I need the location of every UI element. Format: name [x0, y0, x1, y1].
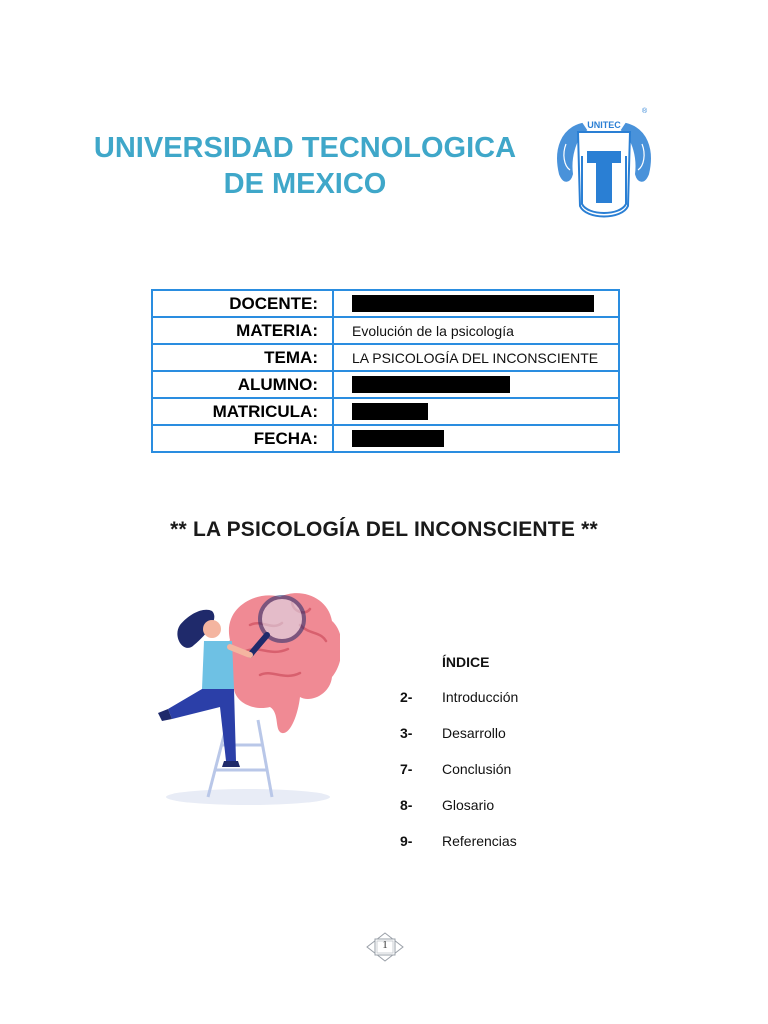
table-row — [152, 317, 619, 344]
info-table — [151, 289, 620, 453]
index-page-number: 2- — [400, 689, 413, 705]
redaction-bar — [352, 376, 510, 393]
index-entry-label: Glosario — [442, 797, 495, 813]
alumno-label: ALUMNO: — [152, 371, 333, 398]
logo-registered-mark: ® — [642, 108, 648, 115]
page-number — [366, 932, 404, 962]
index-page-number: 7- — [400, 761, 413, 777]
university-name — [60, 130, 550, 202]
index-entry-label: Referencias — [442, 833, 517, 849]
redaction-bar — [352, 430, 444, 447]
index-title: ÍNDICE — [442, 654, 490, 670]
list-item — [400, 689, 620, 709]
table-row — [152, 371, 619, 398]
table-row — [152, 398, 619, 425]
university-name-line2: DE MEXICO — [223, 168, 387, 200]
index-page-number: 3- — [400, 725, 413, 741]
page-number-text: 1 — [382, 939, 388, 951]
university-name-line1: UNIVERSIDAD TECNOLOGICA — [93, 132, 517, 164]
table-row — [152, 425, 619, 452]
docente-label: DOCENTE: — [152, 290, 333, 317]
tema-value: LA PSICOLOGÍA DEL INCONSCIENTE — [333, 344, 619, 371]
document-heading: ** LA PSICOLOGÍA DEL INCONSCIENTE ** — [170, 518, 598, 541]
list-item — [400, 797, 620, 817]
fecha-label: FECHA: — [152, 425, 333, 452]
table-row — [152, 344, 619, 371]
index-entry-label: Introducción — [442, 689, 519, 705]
matricula-label: MATRICULA: — [152, 398, 333, 425]
docente-value — [333, 290, 619, 317]
ladder-icon — [208, 720, 272, 797]
index-page-number: 9- — [400, 833, 413, 849]
index-page-number: 8- — [400, 797, 413, 813]
alumno-value — [333, 371, 619, 398]
index-entry-label: Desarrollo — [442, 725, 506, 741]
fecha-value — [333, 425, 619, 452]
redaction-bar — [352, 295, 594, 312]
list-item — [400, 725, 620, 745]
table-row — [152, 290, 619, 317]
index-entry-label: Conclusión — [442, 761, 512, 777]
materia-value: Evolución de la psicología — [333, 317, 619, 344]
redaction-bar — [352, 403, 428, 420]
matricula-value — [333, 398, 619, 425]
logo-text: UNITEC — [587, 120, 621, 130]
tema-label: TEMA: — [152, 344, 333, 371]
unitec-logo — [552, 104, 656, 226]
list-item — [400, 833, 620, 853]
materia-label: MATERIA: — [152, 317, 333, 344]
brain-magnifier-illustration — [150, 585, 340, 810]
list-item — [400, 761, 620, 781]
